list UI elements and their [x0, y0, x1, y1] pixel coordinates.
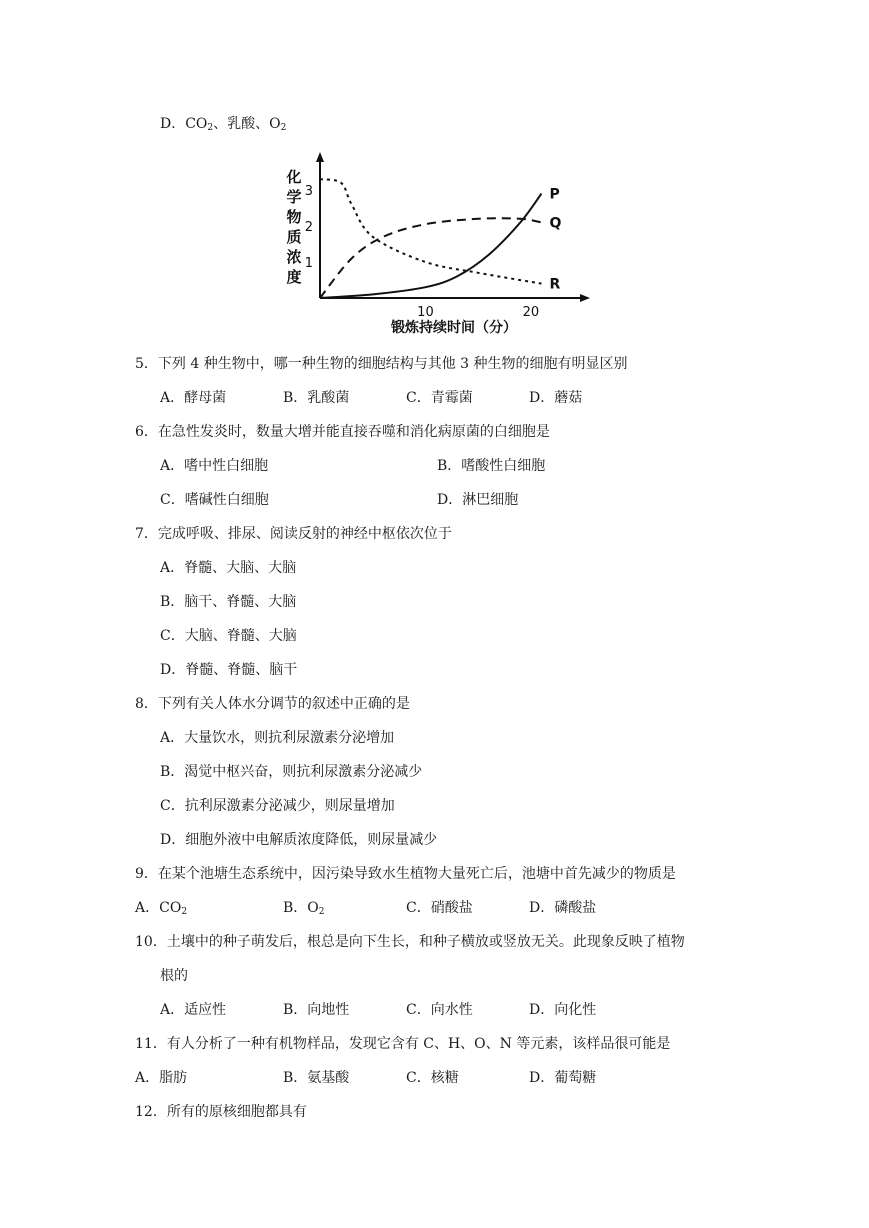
subscript: 2	[207, 123, 214, 133]
answer-option	[406, 899, 473, 917]
answer-option	[160, 661, 297, 679]
answer-option	[406, 1069, 459, 1087]
answer-option-text: C．抗利尿激素分泌减少，则尿量增加	[160, 798, 395, 814]
answer-option-text: C．青霉菌	[406, 390, 473, 406]
answer-option-text: C．硝酸盐	[406, 900, 473, 916]
answer-option	[283, 899, 325, 921]
answer-option-text: B．O	[283, 900, 319, 916]
y-tick-label: 3	[304, 184, 313, 199]
question-stem: 12．所有的原核细胞都具有	[135, 1104, 307, 1120]
answer-option-text: B．向地性	[283, 1002, 350, 1018]
answer-option	[160, 559, 296, 577]
answer-option	[283, 1069, 349, 1087]
answer-option	[283, 1001, 349, 1019]
question-stem: 5．下列 4 种生物中，哪一种生物的细胞结构与其他 3 种生物的细胞有明显区别	[135, 356, 628, 372]
question-stem: 6．在急性发炎时，数量大增并能直接吞噬和消化病原菌的白细胞是	[135, 424, 550, 440]
answer-option-text: D．淋巴细胞	[437, 492, 519, 508]
y-axis-arrow	[316, 152, 324, 162]
answer-option-text: D．细胞外液中电解质浓度降低，则尿量减少	[160, 832, 438, 848]
series-label: Q	[549, 215, 562, 232]
answer-option	[160, 763, 422, 781]
y-axis-label-char: 浓	[286, 248, 302, 266]
answer-option-text: D．脊髓、脊髓、脑干	[160, 662, 298, 678]
answer-option	[160, 627, 297, 645]
answer-option-text: A．脂肪	[135, 1070, 188, 1086]
answer-option	[160, 797, 395, 815]
option-text: 、乳酸、O	[213, 116, 281, 132]
answer-option	[160, 729, 394, 747]
y-axis-label-char: 质	[286, 228, 302, 246]
question-stem: 7．完成呼吸、排尿、阅读反射的神经中枢依次位于	[135, 526, 452, 542]
question-stem: 9．在某个池塘生态系统中，因污染导致水生植物大量死亡后，池塘中首先减少的物质是	[135, 866, 676, 882]
answer-option	[529, 1001, 596, 1019]
answer-option	[135, 899, 187, 921]
y-axis-label	[285, 168, 301, 286]
answer-option	[406, 1001, 473, 1019]
answer-option	[406, 389, 473, 407]
answer-option	[437, 491, 518, 509]
question-stem: 10．土壤中的种子萌发后，根总是向下生长，和种子横放或竖放无关。此现象反映了植物	[135, 934, 685, 950]
answer-option-text: D．蘑菇	[529, 390, 583, 406]
answer-option	[160, 1001, 226, 1019]
answer-option-text: C．嗜碱性白细胞	[160, 492, 269, 508]
x-axis-label: 锻炼持续时间（分）	[391, 320, 517, 336]
answer-option	[529, 389, 582, 407]
question-stem: 8．下列有关人体水分调节的叙述中正确的是	[135, 696, 410, 712]
series-label: P	[549, 186, 560, 203]
question-stem: 11．有人分析了一种有机物样品，发现它含有 C、H、O、N 等元素，该样品很可能是	[135, 1036, 671, 1052]
subscript: 2	[181, 907, 188, 917]
y-axis-label-char: 化	[286, 168, 302, 186]
answer-option-text: A．适应性	[160, 1002, 227, 1018]
answer-option-text: B．渴觉中枢兴奋，则抗利尿激素分泌减少	[160, 764, 423, 780]
answer-option-text: B．脑干、脊髓、大脑	[160, 594, 297, 610]
y-axis-label-char: 度	[286, 268, 302, 286]
answer-option	[437, 457, 545, 475]
answer-option-text: A．脊髓、大脑、大脑	[160, 560, 297, 576]
series-r-line	[320, 179, 541, 283]
answer-option	[160, 831, 437, 849]
series-label: R	[549, 276, 561, 293]
x-axis-arrow	[580, 294, 590, 302]
answer-option-text: A．酵母菌	[160, 390, 227, 406]
answer-option-text: D．葡萄糖	[529, 1070, 597, 1086]
option-d-line	[160, 115, 286, 137]
x-tick-label: 10	[417, 305, 434, 320]
answer-option-text: D．向化性	[529, 1002, 597, 1018]
subscript: 2	[318, 907, 325, 917]
answer-option	[160, 491, 269, 509]
y-axis-label-char: 学	[286, 188, 302, 206]
answer-option-text: C．核糖	[406, 1070, 459, 1086]
answer-option-text: D．磷酸盐	[529, 900, 597, 916]
answer-option	[160, 593, 296, 611]
x-tick-label: 20	[522, 305, 540, 320]
answer-option-text: B．乳酸菌	[283, 390, 350, 406]
answer-option-text: B．氨基酸	[283, 1070, 350, 1086]
answer-option-text: B．嗜酸性白细胞	[437, 458, 546, 474]
y-tick-label: 2	[304, 220, 313, 235]
option-text: D．CO	[160, 116, 208, 132]
answer-option-text: A．大量饮水，则抗利尿激素分泌增加	[160, 730, 395, 746]
answer-option	[283, 389, 349, 407]
y-axis-label-char: 物	[286, 208, 302, 226]
answer-option-text: C．向水性	[406, 1002, 473, 1018]
answer-option	[529, 1069, 596, 1087]
question-stem-continued: 根的	[160, 968, 188, 984]
answer-option-text: A．CO	[135, 900, 182, 916]
answer-option	[529, 899, 596, 917]
y-tick-label: 1	[304, 256, 313, 271]
answer-option-text: A．嗜中性白细胞	[160, 458, 269, 474]
answer-option-text: C．大脑、脊髓、大脑	[160, 628, 297, 644]
answer-option	[135, 1069, 187, 1087]
concentration-chart	[280, 150, 600, 340]
subscript: 2	[280, 123, 287, 133]
answer-option	[160, 389, 226, 407]
answer-option	[160, 457, 268, 475]
